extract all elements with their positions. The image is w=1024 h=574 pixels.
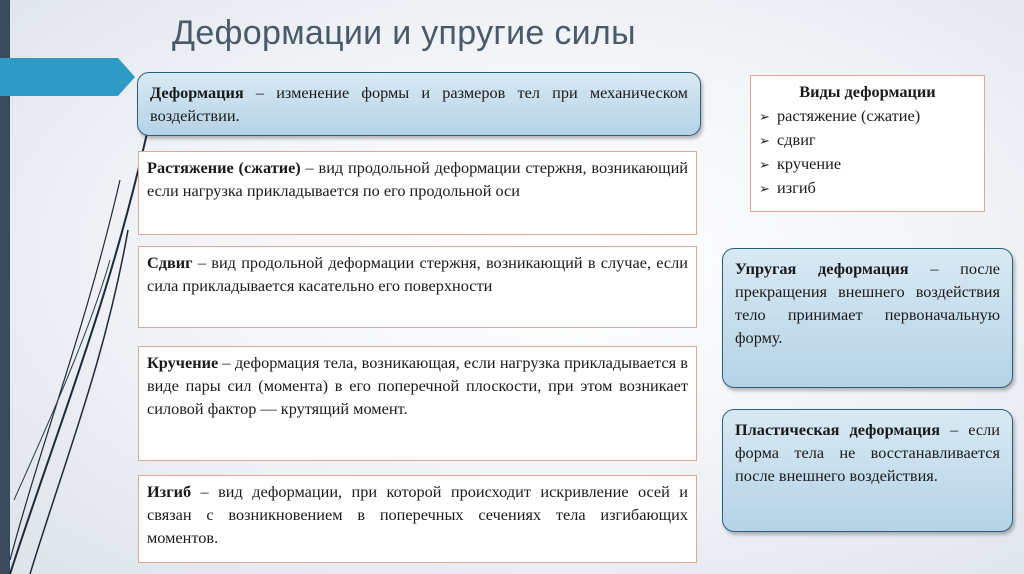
elastic-text: – после прекращения внешнего воздействия тело принимает первоначальную форму. [735, 259, 1000, 347]
plastic-term: Пластическая деформация [735, 420, 941, 439]
bend-box [138, 475, 697, 563]
list-item [759, 176, 976, 200]
definition-text: – изменение формы и размеров тел при механическом воздействии. [150, 83, 688, 125]
stretch-term: Растяжение (сжатие) [147, 158, 301, 177]
definition-box [137, 72, 701, 136]
shear-box [138, 246, 697, 328]
torsion-text: – деформация тела, возникающая, если нагрузка прикладывается в виде пары сил (момента) в его поперечной плоскости, при этом возникает силовой фактор — крутящий момент. [147, 353, 688, 418]
arrow-bullet-icon: ➢ [759, 157, 770, 172]
torsion-term: Кручение [147, 353, 219, 372]
list-item [759, 128, 976, 152]
types-item-label: кручение [777, 154, 842, 173]
plastic-text: – если форма тела не восстанавливается после внешнего воздействия. [735, 420, 1000, 485]
arrow-bullet-icon: ➢ [759, 133, 770, 148]
stretch-text: – вид продольной деформации стержня, возникающий если нагрузка прикладывается по его продольной оси [147, 158, 688, 200]
elastic-term: Упругая деформация [735, 259, 909, 278]
shear-text: – вид продольной деформации стержня, возникающий в случае, если сила прикладывается касательно его поверхности [147, 253, 688, 295]
types-list [759, 104, 976, 200]
list-item [759, 152, 976, 176]
types-item-label: растяжение (сжатие) [777, 106, 921, 125]
title-accent-arrow [0, 58, 135, 96]
plastic-deformation-box [722, 409, 1013, 532]
page-title: Деформации и упругие силы [172, 14, 636, 52]
shear-term: Сдвиг [147, 253, 193, 272]
arrow-bullet-icon: ➢ [759, 109, 770, 124]
bend-term: Изгиб [147, 482, 192, 501]
torsion-box [138, 346, 697, 461]
deformation-types-box [750, 75, 985, 212]
bend-text: – вид деформации, при которой происходит искривление осей и связан с возникновением в поперечных сечениях тела изгибающих моментов. [147, 482, 688, 547]
types-item-label: изгиб [777, 178, 816, 197]
definition-term: Деформация [150, 83, 244, 102]
stretch-box [138, 151, 697, 235]
elastic-deformation-box [722, 248, 1013, 388]
arrow-bullet-icon: ➢ [759, 181, 770, 196]
types-title: Виды деформации [799, 82, 936, 101]
types-item-label: сдвиг [777, 130, 816, 149]
list-item [759, 104, 976, 128]
